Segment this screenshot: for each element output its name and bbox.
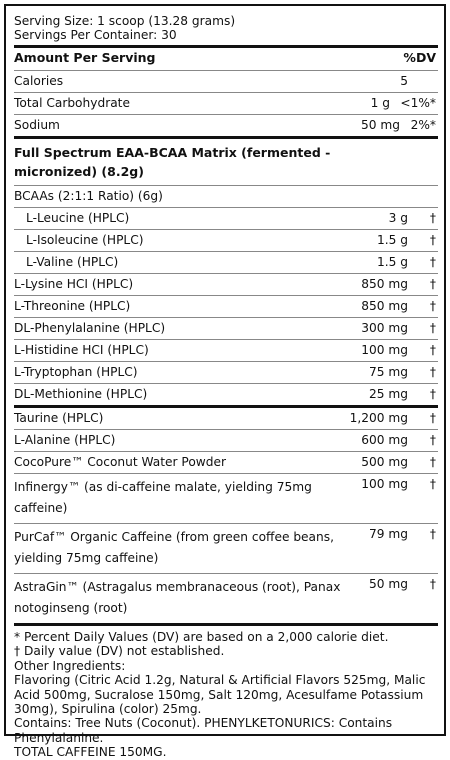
table-row xyxy=(14,318,438,340)
dagger-mark: † xyxy=(429,255,436,269)
table-row xyxy=(14,296,438,318)
nutrient-name: Sodium xyxy=(14,118,60,132)
ingredient-name: PurCaf™ Organic Caffeine (from green coffee beans, yielding 75mg caffeine) xyxy=(14,530,334,565)
serving-info xyxy=(14,14,438,48)
ingredient-name: CocoPure™ Coconut Water Powder xyxy=(14,455,226,469)
dv-not-established-note: † Daily value (DV) not established. xyxy=(14,644,225,659)
ingredient-amount: 1.5 g xyxy=(377,255,408,269)
bcaa-title-row xyxy=(14,186,438,208)
ingredient-name: DL-Phenylalanine (HPLC) xyxy=(14,321,166,335)
other-ingredients-label: Other Ingredients: xyxy=(14,658,126,673)
serving-size: Serving Size: 1 scoop (13.28 grams) xyxy=(14,14,236,28)
ingredient-amount: 850 mg xyxy=(361,299,408,313)
dagger-mark: † xyxy=(429,477,436,491)
dagger-mark: † xyxy=(429,387,436,401)
allergen-warning: Contains: Tree Nuts (Coconut). PHENYLKETONURICS: Contains Phenylalanine. xyxy=(14,716,393,745)
ingredient-amount: 100 mg xyxy=(361,477,408,491)
table-row xyxy=(14,384,438,408)
table-row xyxy=(14,362,438,384)
nutrient-amount: 5 xyxy=(400,74,408,88)
table-row xyxy=(14,574,438,626)
nutrient-dv: <1%* xyxy=(400,96,436,110)
ingredient-amount: 1,200 mg xyxy=(349,411,408,425)
ingredient-amount: 300 mg xyxy=(361,321,408,335)
dagger-mark: † xyxy=(429,233,436,247)
percent-dv-label: %DV xyxy=(403,50,436,65)
dagger-mark: † xyxy=(429,365,436,379)
supplement-facts-content xyxy=(14,14,438,760)
ingredient-amount: 600 mg xyxy=(361,433,408,447)
bcaa-title: BCAAs (2:1:1 Ratio) (6g) xyxy=(14,189,163,203)
amount-per-serving-label: Amount Per Serving xyxy=(14,50,156,65)
table-row xyxy=(14,71,438,93)
ingredient-name: L-Alanine (HPLC) xyxy=(14,433,116,447)
matrix-title: Full Spectrum EAA-BCAA Matrix (fermented - micronized) (8.2g) xyxy=(14,145,331,179)
basics-section xyxy=(14,71,438,139)
nutrient-amount: 50 mg xyxy=(361,118,400,132)
ingredient-amount: 50 mg xyxy=(369,577,408,591)
ingredient-amount: 79 mg xyxy=(369,527,408,541)
ingredient-amount: 25 mg xyxy=(369,387,408,401)
ingredient-amount: 3 g xyxy=(388,211,408,225)
table-row xyxy=(14,93,438,115)
dagger-mark: † xyxy=(429,277,436,291)
ingredient-name: L-Isoleucine (HPLC) xyxy=(26,233,144,247)
table-row xyxy=(14,340,438,362)
nutrient-name: Calories xyxy=(14,74,64,88)
ingredient-name: L-Histidine HCI (HPLC) xyxy=(14,343,149,357)
nutrient-amount: 1 g xyxy=(370,96,390,110)
table-row xyxy=(14,208,438,230)
ingredient-name: Infinergy™ (as di-caffeine malate, yielding 75mg caffeine) xyxy=(14,480,312,515)
dagger-mark: † xyxy=(429,455,436,469)
ingredient-amount: 75 mg xyxy=(369,365,408,379)
table-row xyxy=(14,452,438,474)
ingredient-amount: 100 mg xyxy=(361,343,408,357)
ingredient-name: L-Leucine (HPLC) xyxy=(26,211,130,225)
matrix-title-row xyxy=(14,139,438,186)
nutrient-name: Total Carbohydrate xyxy=(14,96,130,110)
ingredient-name: DL-Methionine (HPLC) xyxy=(14,387,148,401)
other-ingredients-text: Flavoring (Citric Acid 1.2g, Natural & Artificial Flavors 525mg, Malic Acid 500mg, Sucralose 150mg, Salt 120mg, Acesulfame Potassium 30mg), Spirulina (color) 25mg. xyxy=(14,673,426,717)
supplement-facts-panel xyxy=(4,4,446,760)
table-row xyxy=(14,430,438,452)
ingredient-name: L-Tryptophan (HPLC) xyxy=(14,365,138,379)
dagger-mark: † xyxy=(429,211,436,225)
dagger-mark: † xyxy=(429,411,436,425)
table-row xyxy=(14,230,438,252)
ingredient-name: L-Lysine HCI (HPLC) xyxy=(14,277,134,291)
table-row xyxy=(14,524,438,574)
percent-dv-note: * Percent Daily Values (DV) are based on a 2,000 calorie diet. xyxy=(14,630,389,644)
dagger-mark: † xyxy=(429,321,436,335)
table-row xyxy=(14,408,438,430)
ingredient-amount: 850 mg xyxy=(361,277,408,291)
ingredient-name: L-Valine (HPLC) xyxy=(26,255,119,269)
table-row xyxy=(14,252,438,274)
dagger-mark: † xyxy=(429,299,436,313)
ingredient-name: AstraGin™ (Astragalus membranaceous (root), Panax notoginseng (root) xyxy=(14,580,341,615)
dagger-mark: † xyxy=(429,527,436,541)
nutrient-dv: 2%* xyxy=(410,118,436,132)
table-row xyxy=(14,474,438,524)
dagger-mark: † xyxy=(429,343,436,357)
ingredient-name: Taurine (HPLC) xyxy=(14,411,104,425)
dagger-mark: † xyxy=(429,577,436,591)
ingredient-amount: 500 mg xyxy=(361,455,408,469)
ingredient-name: L-Threonine (HPLC) xyxy=(14,299,131,313)
total-caffeine-note: TOTAL CAFFEINE 150MG. xyxy=(14,745,167,760)
table-row xyxy=(14,115,438,139)
servings-per-container: Servings Per Container: 30 xyxy=(14,28,177,42)
dagger-mark: † xyxy=(429,433,436,447)
amount-header-row xyxy=(14,48,438,71)
table-row xyxy=(14,274,438,296)
ingredient-amount: 1.5 g xyxy=(377,233,408,247)
footnotes xyxy=(14,626,438,760)
